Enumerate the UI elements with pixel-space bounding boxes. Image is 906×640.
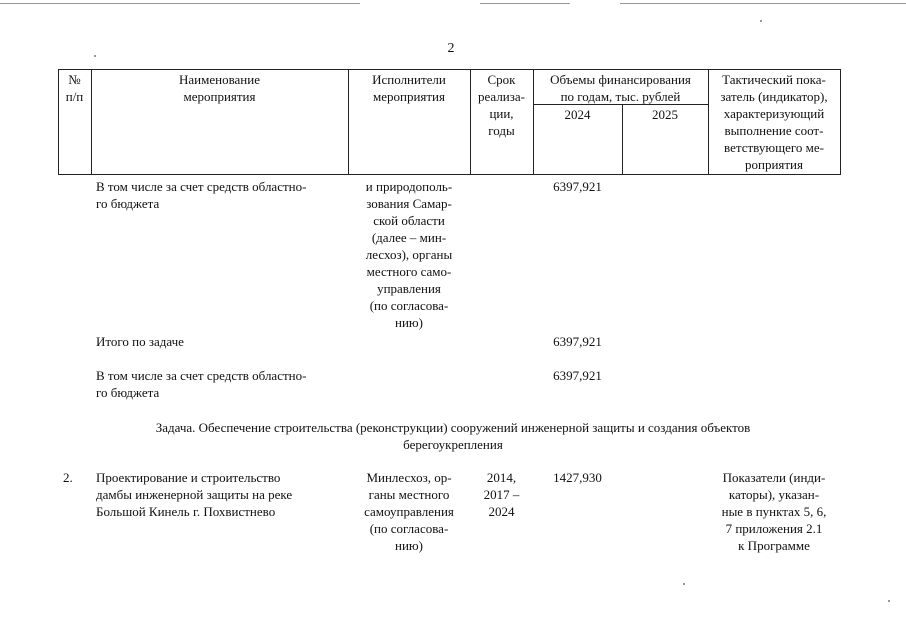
table-top-border — [58, 69, 840, 70]
scan-speck — [94, 55, 96, 57]
header-name: Наименование мероприятия — [179, 72, 260, 104]
scan-speck — [683, 583, 685, 585]
header-term: Срок реализа- ции, годы — [478, 72, 525, 138]
table-right-border — [840, 69, 841, 175]
scan-speck — [888, 600, 890, 602]
row-total-amount-2024: 6397,921 — [553, 334, 602, 349]
header-year-2025: 2025 — [652, 107, 678, 122]
scan-speck — [760, 20, 762, 22]
header-executors: Исполнители мероприятия — [372, 72, 446, 104]
header-year-2024: 2024 — [564, 107, 591, 122]
row-2-indicator: Показатели (инди- каторы), указан- ные в пунктах 5, 6, 7 приложения 2.1 к Программе — [721, 470, 827, 553]
row-2-term: 2014, 2017 – 2024 — [483, 470, 520, 519]
row-total-name: Итого по задаче — [96, 334, 184, 349]
task-heading: Задача. Обеспечение строительства (реконструкции) сооружений инженерной защиты и создания объектов берегоукрепления — [155, 420, 751, 452]
scan-edge-line — [480, 3, 570, 4]
row-cont-amount-2024: 6397,921 — [553, 179, 602, 194]
header-num: № п/п — [65, 72, 84, 104]
row-2-name: Проектирование и строительство дамбы инженерной защиты на реке Большой Кинель г. Похвистнево — [96, 470, 293, 519]
row-2-amount-2024: 1427,930 — [553, 470, 602, 485]
header-indicator: Тактический пока- затель (индикатор), характеризующий выполнение соот- ветствующего ме- роприятия — [720, 72, 828, 172]
page-number: 2 — [447, 41, 455, 56]
row-cont-name: В том числе за счет средств областно- го бюджета — [96, 179, 307, 211]
header-funding: Объемы финансирования по годам, тыс. рублей — [550, 72, 691, 104]
table-bottom-border — [58, 174, 840, 175]
scan-edge-line — [620, 3, 906, 4]
row-cont-executors: и природополь- зования Самар- ской области (далее – мин- лесхоз), органы местного само- управления (по согласова- нию) — [365, 179, 453, 330]
row-2-num: 2. — [63, 470, 73, 485]
row-total-regional-amount-2024: 6397,921 — [553, 368, 602, 383]
scan-edge-line — [0, 3, 360, 4]
row-2-executors: Минлесхоз, ор- ганы местного самоуправления (по согласова- нию) — [364, 470, 454, 553]
row-total-regional-name: В том числе за счет средств областно- го бюджета — [96, 368, 307, 400]
